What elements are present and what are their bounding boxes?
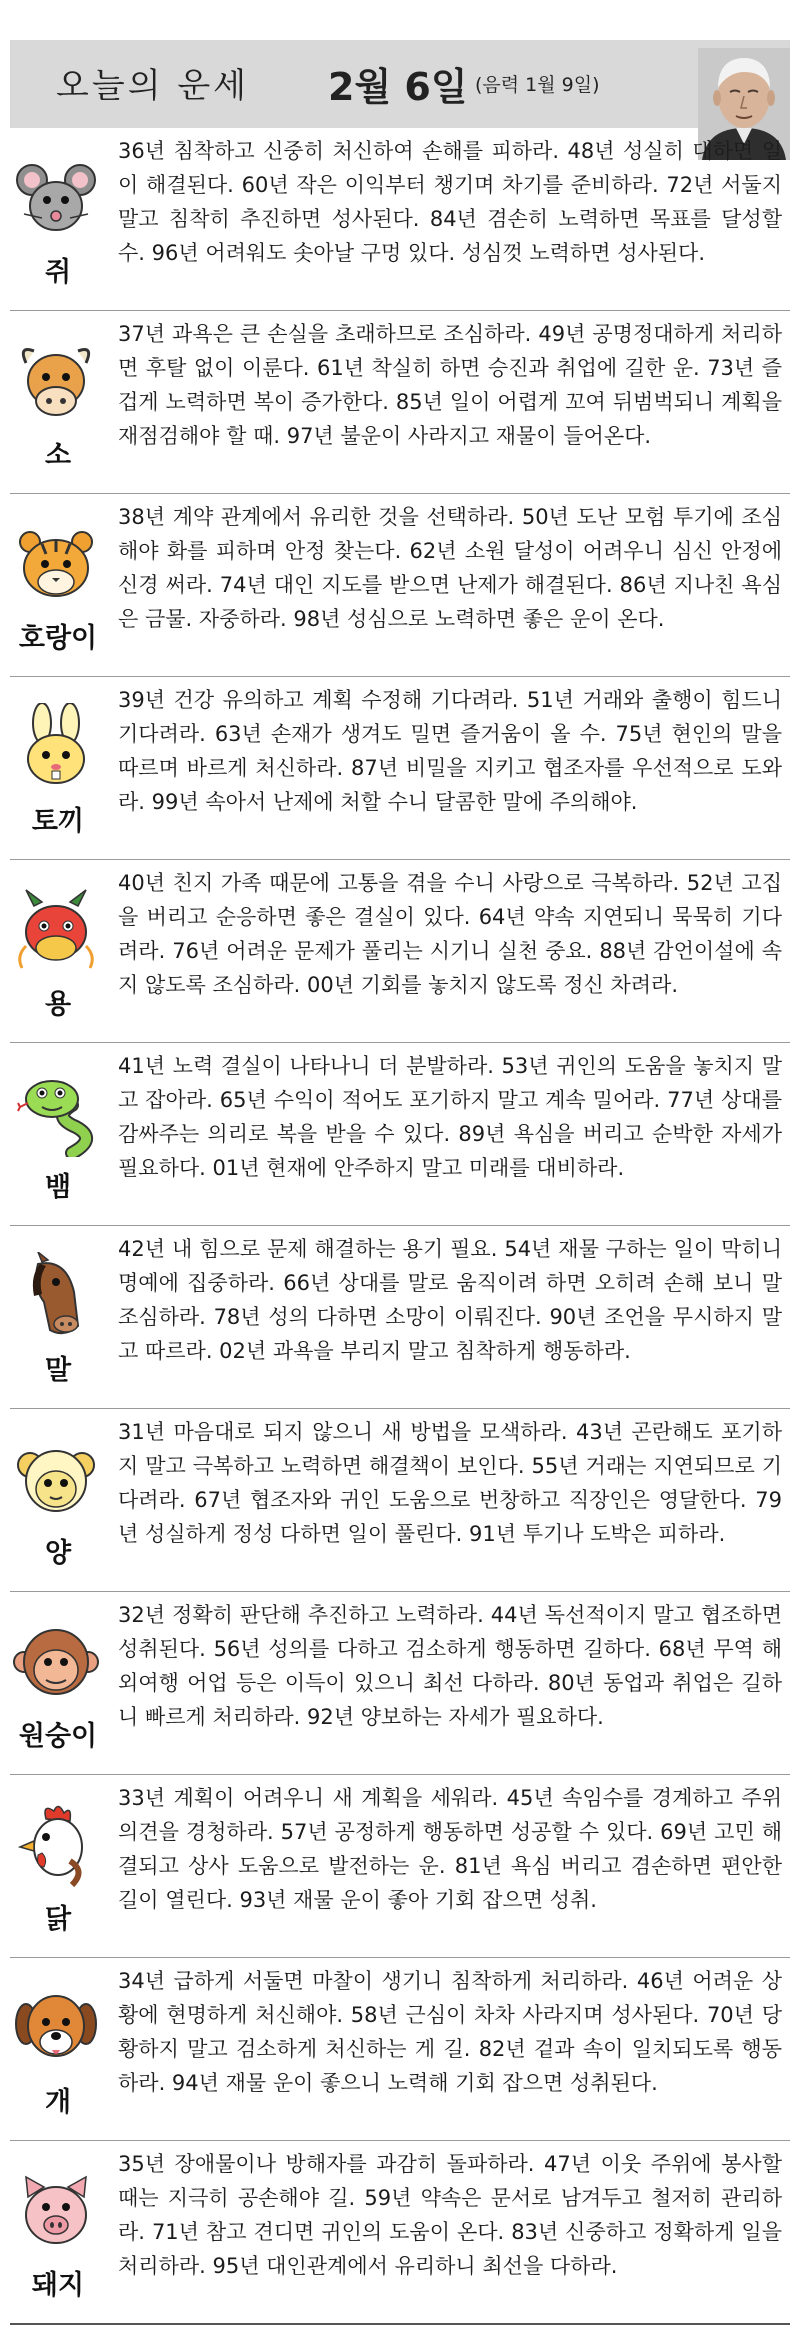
fortune-text: 31년 마음대로 되지 않으니 새 방법을 모색하라. 43년 곤란해도 포기하지 말고 극복하고 노력하면 해결책이 보인다. 55년 거래는 지연되므로 기다려라. 67년 협조자와 귀인 도움으로 번창하고 직장인은 영달한다. 79년 성실하게 정성 다하면 일이 풀린다. 91년 투기나 도박은 피하라. xyxy=(118,1420,782,1546)
animal-name: 토끼 xyxy=(31,806,85,837)
fortune-row-snake xyxy=(10,1043,790,1226)
dragon-icon xyxy=(12,886,100,974)
animal-name: 닭 xyxy=(44,1904,72,1935)
rabbit-icon xyxy=(12,703,100,791)
animal-name: 호랑이 xyxy=(18,623,98,654)
animal-name: 원숭이 xyxy=(18,1721,98,1752)
animal-name: 뱀 xyxy=(44,1172,72,1203)
fortune-text: 32년 정확히 판단해 추진하고 노력하라. 44년 독선적이지 말고 협조하면 성취된다. 56년 성의를 다하고 검소하게 행동하면 길하다. 68년 무역 해외여행 어업 등은 이득이 있으니 최선 다하라. 80년 동업과 취업은 길하니 빠르게 처리하라. 92년 양보하는 자세가 필요하다. xyxy=(118,1603,782,1729)
ox-icon xyxy=(12,337,100,425)
fortune-row-dog xyxy=(10,1958,790,2141)
fortune-row-tiger xyxy=(10,494,790,677)
date-label: 2월 6일 xyxy=(328,65,468,109)
page-title: 오늘의 운세 xyxy=(56,66,250,106)
fortune-text: 42년 내 힘으로 문제 해결하는 용기 필요. 54년 재물 구하는 일이 막히니 명예에 집중하라. 66년 상대를 말로 움직이려 하면 오히려 손해 보니 말조심하라. 78년 성의 다하면 소망이 이뤄진다. 90년 조언을 무시하지 말고 따르라. 02년 과욕을 부리지 말고 침착하게 행동하라. xyxy=(118,1237,782,1363)
fortune-text: 39년 건강 유의하고 계획 수정해 기다려라. 51년 거래와 출행이 힘드니 기다려라. 63년 손재가 생겨도 밀면 즐거움이 올 수. 75년 현인의 말을 따르며 바르게 처신하라. 87년 비밀을 지키고 협조자를 우선적으로 도와라. 99년 속아서 난제에 처할 수니 달콤한 말에 주의해야. xyxy=(118,688,782,814)
animal-name: 개 xyxy=(44,2087,72,2118)
fortune-text: 34년 급하게 서둘면 마찰이 생기니 침착하게 처리하라. 46년 어려운 상황에 현명하게 처신해야. 58년 근심이 차차 사라지며 성사된다. 70년 당황하지 말고 검소하게 처신하는 게 길. 82년 겉과 속이 일치되도록 행동하라. 94년 재물 운이 좋으니 노력해 기회 잡으면 성취된다. xyxy=(118,1969,782,2095)
fortune-row-dragon xyxy=(10,860,790,1043)
fortune-text: 35년 장애물이나 방해자를 과감히 돌파하라. 47년 이웃 주위에 봉사할 때는 지극히 공손해야 길. 59년 약속은 문서로 남겨두고 철저히 관리하라. 71년 참고 견디면 귀인의 도움이 온다. 83년 신중하고 정확하게 일을 처리하라. 95년 대인관계에서 유리하니 최선을 다하라. xyxy=(118,2152,782,2278)
fortune-row-rooster xyxy=(10,1775,790,1958)
tiger-icon xyxy=(12,520,100,608)
rat-icon xyxy=(12,154,100,242)
sheep-icon xyxy=(12,1435,100,1523)
fortune-row-rabbit xyxy=(10,677,790,860)
fortune-row-horse xyxy=(10,1226,790,1409)
fortune-text: 38년 계약 관계에서 유리한 것을 선택하라. 50년 도난 모험 투기에 조심해야 화를 피하며 안정 찾는다. 62년 소원 달성이 어려우니 심신 안정에 신경 써라. 74년 대인 지도를 받으면 난제가 해결된다. 86년 지나친 욕심은 금물. 자중하라. 98년 성심으로 노력하면 좋은 운이 온다. xyxy=(118,505,782,631)
fortune-text: 41년 노력 결실이 나타나니 더 분발하라. 53년 귀인의 도움을 놓치지 말고 잡아라. 65년 수익이 적어도 포기하지 말고 계속 밀어라. 77년 상대를 감싸주는 의리로 복을 받을 수 있다. 89년 욕심을 버리고 순박한 자세가 필요하다. 01년 현재에 안주하지 말고 미래를 대비하라. xyxy=(118,1054,782,1180)
lunar-date-label: (음력 1월 9일) xyxy=(475,74,600,96)
fortune-text: 37년 과욕은 큰 손실을 초래하므로 조심하라. 49년 공명정대하게 처리하면 후탈 없이 이룬다. 61년 착실히 하면 승진과 취업에 길한 운. 73년 즐겁게 노력하면 복이 증가한다. 85년 일이 어렵게 꼬여 뒤범벅되니 계획을 재점검해야 할 때. 97년 불운이 사라지고 재물이 들어온다. xyxy=(118,322,782,448)
fortune-row-monkey xyxy=(10,1592,790,1775)
header-bar xyxy=(10,40,790,128)
fortune-row-pig xyxy=(10,2141,790,2325)
fortune-text: 33년 계획이 어려우니 새 계획을 세워라. 45년 속임수를 경계하고 주위 의견을 경청하라. 57년 공정하게 행동하면 성공할 수 있다. 69년 고민 해결되고 상사 도움으로 발전하는 운. 81년 욕심 버리고 겸손하면 편안한 길이 열린다. 93년 재물 운이 좋아 기회 잡으면 성취. xyxy=(118,1786,782,1912)
pig-icon xyxy=(12,2167,100,2255)
fortune-row-ox xyxy=(10,311,790,494)
fortune-row-sheep xyxy=(10,1409,790,1592)
animal-name: 용 xyxy=(44,989,72,1020)
horse-icon xyxy=(12,1252,100,1340)
animal-name: 돼지 xyxy=(31,2270,85,2301)
animal-name: 쥐 xyxy=(44,257,72,288)
fortune-text: 40년 친지 가족 때문에 고통을 겪을 수니 사랑으로 극복하라. 52년 고집을 버리고 순응하면 좋은 결실이 있다. 64년 약속 지연되니 묵묵히 기다려라. 76년 어려운 문제가 풀리는 시기니 실천 중요. 88년 감언이설에 속지 않도록 조심하라. 00년 기회를 놓치지 않도록 정신 차려라. xyxy=(118,871,782,997)
fortune-row-rat xyxy=(10,128,790,311)
dog-icon xyxy=(12,1984,100,2072)
animal-name: 말 xyxy=(44,1355,72,1386)
fortune-text: 36년 침착하고 신중히 처신하여 손해를 피하라. 48년 성실히 대하면 일이 해결된다. 60년 작은 이익부터 챙기며 차기를 준비하라. 72년 서둘지 말고 침착히 추진하면 성사된다. 84년 겸손히 노력하면 목표를 달성할 수. 96년 어려워도 솟아날 구멍 있다. 성심껏 노력하면 성사된다. xyxy=(118,139,782,265)
monkey-icon xyxy=(12,1618,100,1706)
animal-name: 양 xyxy=(44,1538,72,1569)
snake-icon xyxy=(12,1069,100,1157)
rooster-icon xyxy=(12,1801,100,1889)
animal-name: 소 xyxy=(44,440,72,471)
fortune-list xyxy=(10,128,790,2325)
